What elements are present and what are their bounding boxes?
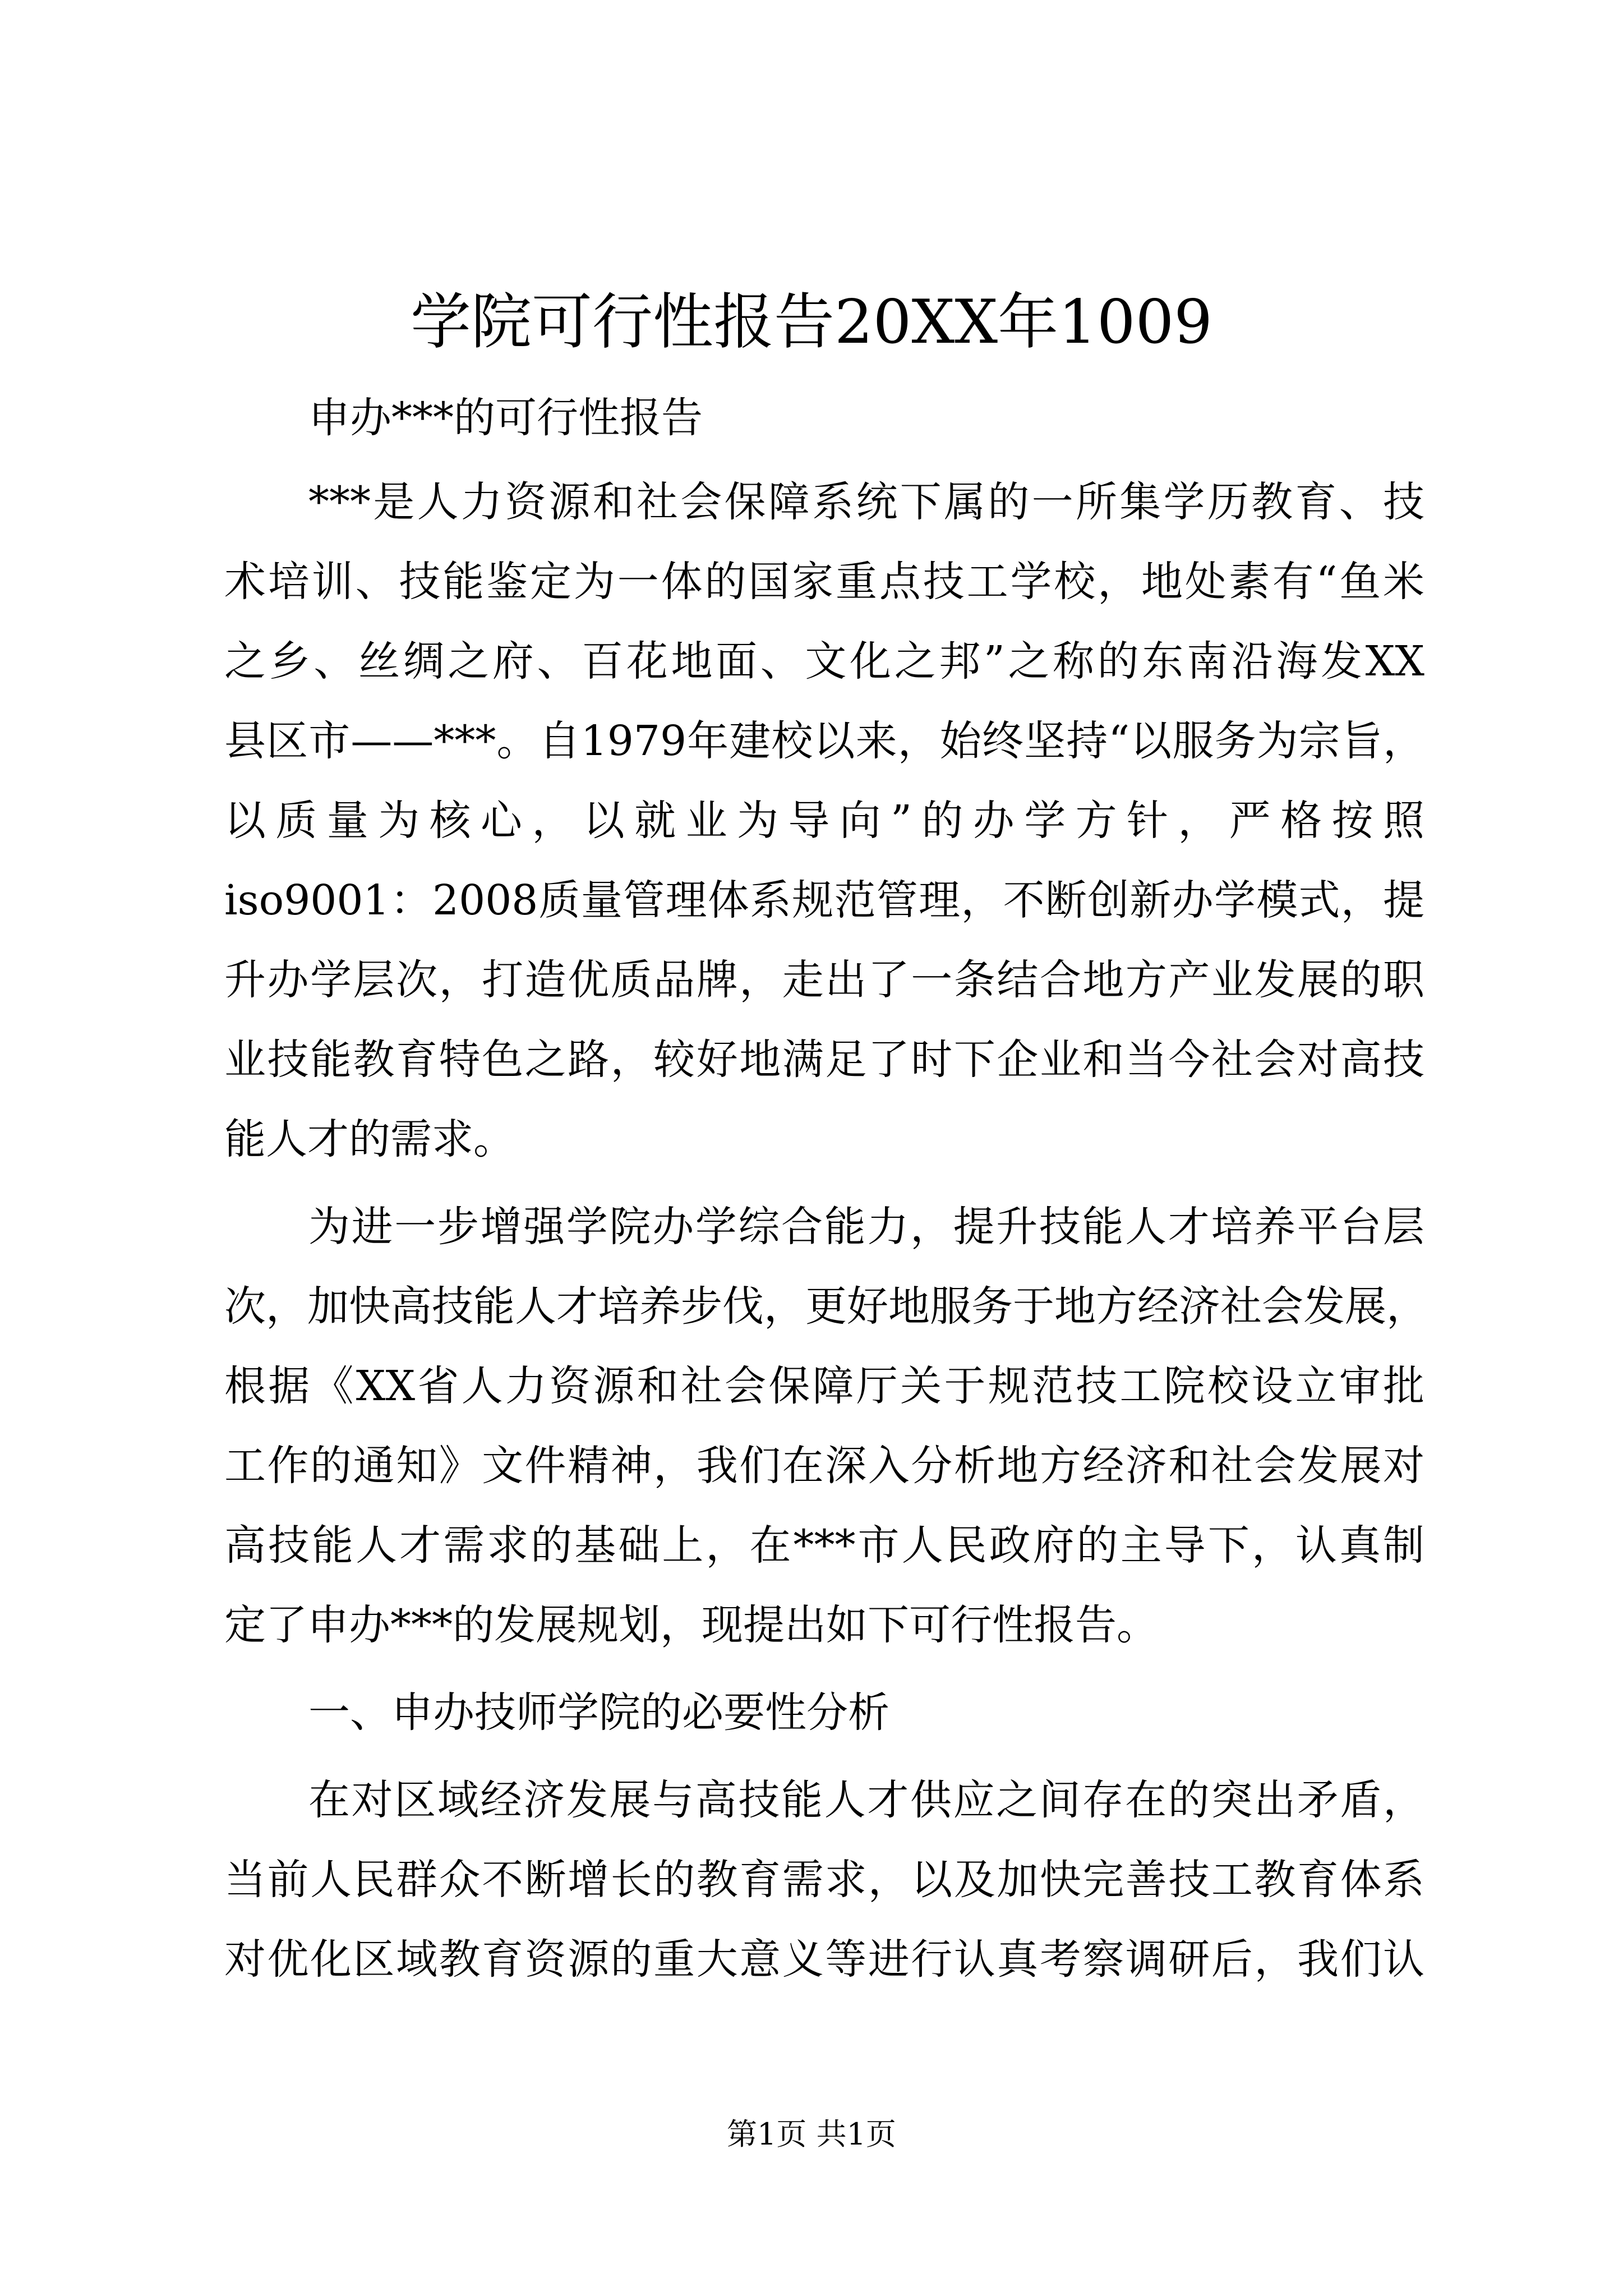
paragraph-line: 之乡、丝绸之府、百花地面、文化之邦”之称的东南沿海发XX [224, 637, 1424, 685]
paragraph-line: 能人才的需求。 [224, 1115, 515, 1163]
paragraph-line: 工作的通知》文件精神，我们在深入分析地方经济和社会发展对 [224, 1442, 1424, 1490]
paragraph-line: ***是人力资源和社会保障系统下属的一所集学历教育、技 [308, 478, 1424, 526]
subtitle-line: 申办***的可行性报告 [308, 394, 703, 442]
paragraph-line: 定了申办***的发展规划，现提出如下可行性报告。 [224, 1601, 1158, 1649]
paragraph-line: 在对区域经济发展与高技能人才供应之间存在的突出矛盾， [308, 1776, 1424, 1824]
paragraph-line: 次，加快高技能人才培养步伐，更好地服务于地方经济社会发展， [224, 1282, 1428, 1331]
paragraph-line: 当前人民群众不断增长的教育需求，以及加快完善技工教育体系 [224, 1856, 1424, 1904]
paragraph-line: 对优化区域教育资源的重大意义等进行认真考察调研后，我们认 [224, 1935, 1424, 1984]
document-title: 学院可行性报告20XX年1009 [410, 287, 1213, 357]
page-number-footer: 第1页 共1页 [727, 2116, 896, 2152]
paragraph-line: 业技能教育特色之路，较好地满足了时下企业和当今社会对高技 [224, 1036, 1424, 1084]
paragraph-line: 以质量为核心，以就业为导向”的办学方针，严格按照 [224, 797, 1424, 845]
paragraph-line: 升办学层次，打造优质品牌，走出了一条结合地方产业发展的职 [224, 956, 1424, 1004]
paragraph-line: 根据《XX省人力资源和社会保障厅关于规范技工院校设立审批 [224, 1362, 1424, 1410]
paragraph-line: 高技能人才需求的基础上，在***市人民政府的主导下，认真制 [224, 1521, 1424, 1570]
paragraph-line: 为进一步增强学院办学综合能力，提升技能人才培养平台层 [308, 1203, 1424, 1251]
section-heading: 一、申办技师学院的必要性分析 [308, 1688, 889, 1737]
paragraph-line: 术培训、技能鉴定为一体的国家重点技工学校，地处素有“鱼米 [224, 558, 1424, 606]
paragraph-line: iso9001：2008质量管理体系规范管理，不断创新办学模式，提 [224, 876, 1424, 924]
paragraph-line: 县区市——***。自1979年建校以来，始终坚持“以服务为宗旨， [224, 717, 1424, 765]
